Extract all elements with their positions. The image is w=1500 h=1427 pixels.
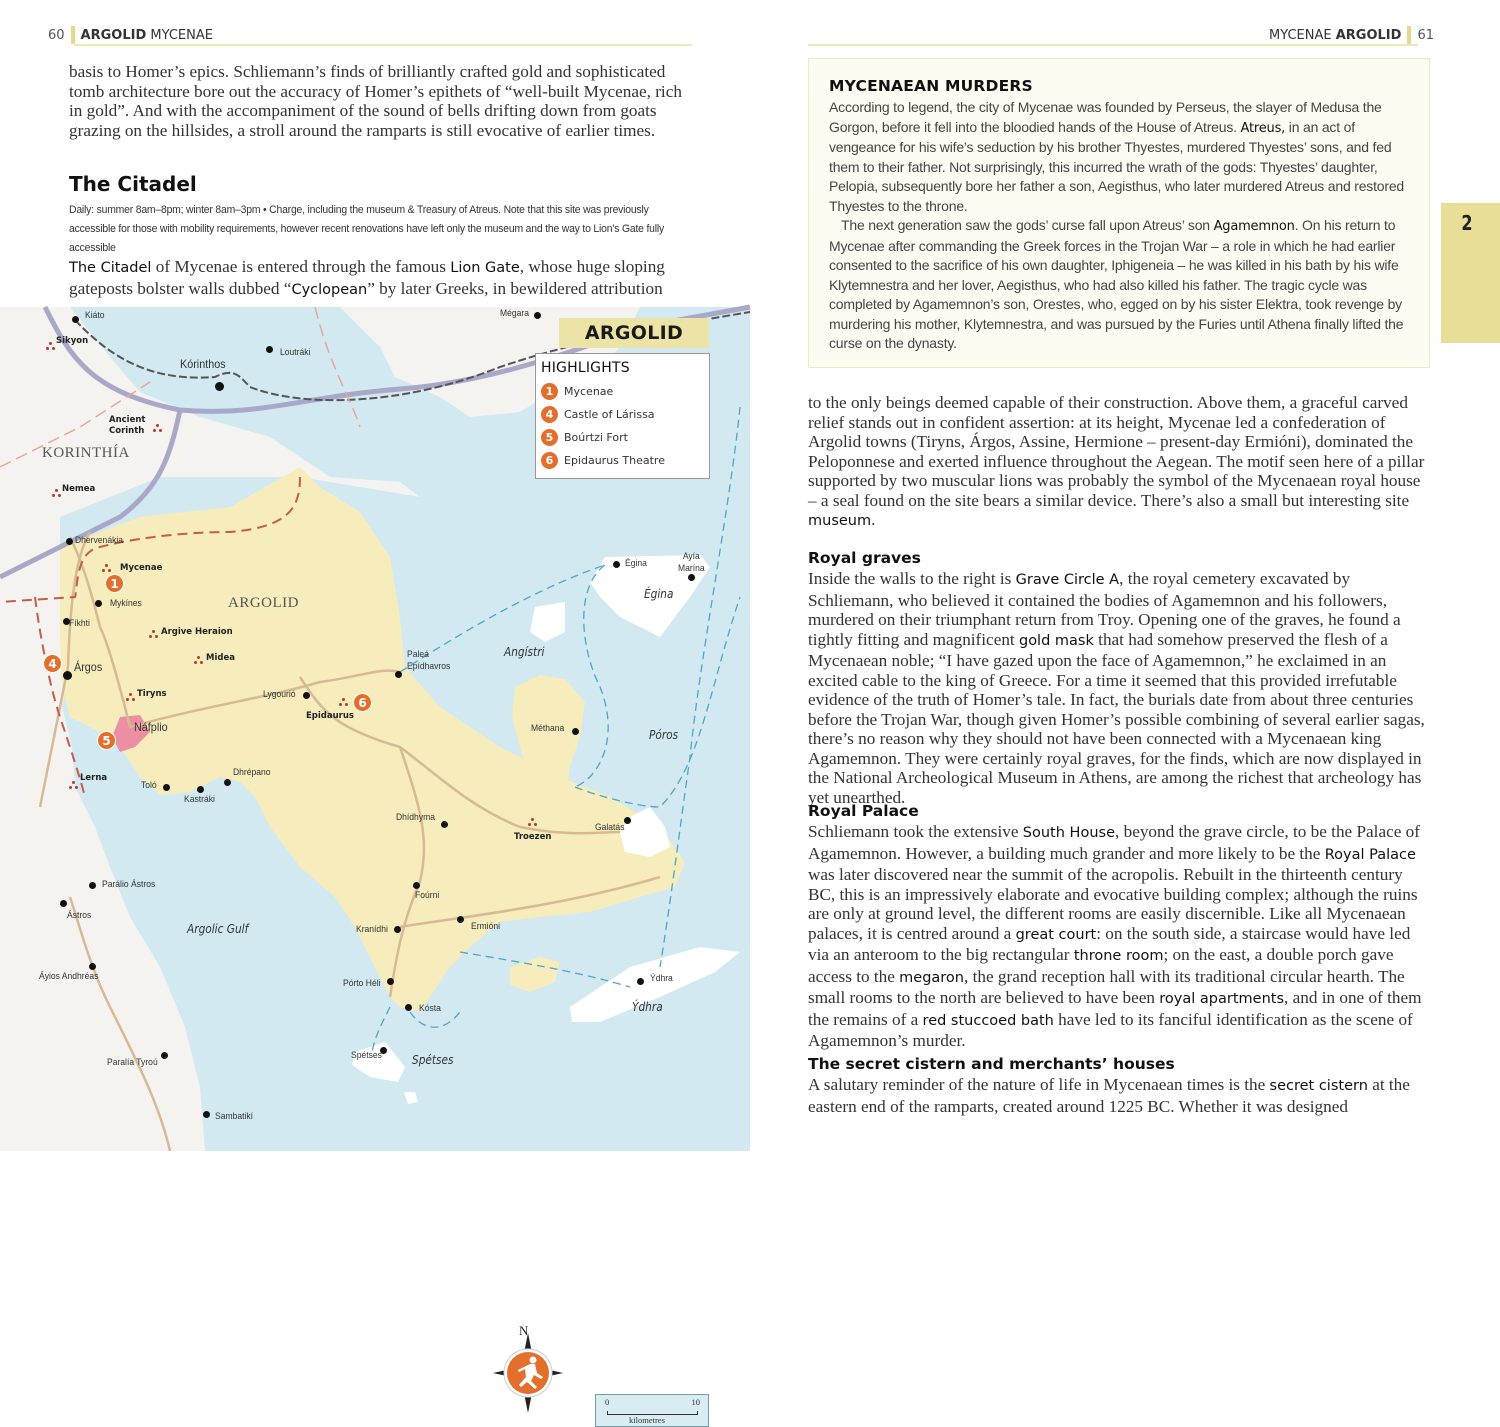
town-marker xyxy=(89,963,96,970)
text-run: in an act of vengeance for his wife’s seduction by his brother Thyestes, murdered Thyestes’ sons, and fed them to their father. Not surprisingly, this incurred the wrath of the gods: Thyestes’ daughter, Pelopia, subsequently bore her father a son, Aegisthus, who later murdered Atreus and restored Thyestes to the throne. xyxy=(829,118,1405,214)
town-marker xyxy=(203,1111,210,1118)
highlight-item xyxy=(541,426,704,449)
text-run: A salutary reminder of the nature of life in Mycenaean times is the xyxy=(808,1075,1270,1094)
header-rule xyxy=(808,44,1418,46)
secret-cistern-heading: The secret cistern and merchants’ houses xyxy=(808,1055,1175,1073)
map-title: ARGOLID xyxy=(559,318,709,348)
town-marker xyxy=(534,312,541,319)
town-label: Árgos xyxy=(74,660,103,674)
sea-label: Argolic Gulf xyxy=(187,922,249,936)
town-label: Parálio Ástros xyxy=(102,879,156,890)
town-label: Mykínes xyxy=(110,598,142,609)
highlight-number-badge: 4 xyxy=(541,406,558,423)
town-marker xyxy=(441,821,448,828)
town-label: Ayía Marína xyxy=(677,551,705,574)
town-label: Kranídhi xyxy=(356,924,388,935)
scale-max: 10 xyxy=(691,1397,700,1407)
text-run: , beyond the grave circle, to be the Palace of Agamemnon. However, a building much grander and more likely to be the xyxy=(808,822,1420,863)
keyword-citadel: The Citadel xyxy=(69,260,152,276)
highlight-label: Epidaurus Theatre xyxy=(564,454,665,467)
archaeological-site-icon xyxy=(52,489,61,497)
highlight-badge-bourtzi: 5 xyxy=(97,731,116,750)
sidebar-heading: MYCENAEAN MURDERS xyxy=(829,77,1033,95)
keyword-royal-apartments: royal apartments xyxy=(1159,991,1284,1007)
royal-graves-paragraph xyxy=(808,569,1433,807)
running-head-left xyxy=(48,24,213,46)
running-head-section: ARGOLID xyxy=(80,27,147,43)
town-label: Dhrépano xyxy=(233,767,271,778)
running-head-subsection: MYCENAE xyxy=(1269,27,1332,43)
highlight-label: Boúrtzi Fort xyxy=(564,431,628,444)
town-label: Foúrni xyxy=(415,890,440,901)
citadel-heading: The Citadel xyxy=(69,172,197,196)
compass-north-label: N xyxy=(519,1323,529,1338)
keyword-megaron: megaron xyxy=(899,969,964,986)
page-number: 61 xyxy=(1417,27,1434,43)
text-run: : on the south side, a staircase would have led via an anteroom to the big rectangular xyxy=(808,923,1411,964)
continuation-paragraph xyxy=(808,393,1433,532)
highlight-label: Castle of Lárissa xyxy=(564,408,655,421)
town-marker xyxy=(688,574,695,581)
text-run: have led to its fanciful identification as the scene of Agamemnon’s murder. xyxy=(808,1009,1413,1050)
highlight-item xyxy=(541,380,704,403)
sea-label: Póros xyxy=(649,728,679,742)
town-marker xyxy=(394,926,401,933)
town-label: Égina xyxy=(625,558,647,569)
town-marker xyxy=(624,817,631,824)
site-label: Argive Heraion xyxy=(161,627,233,637)
keyword-secret-cistern: secret cistern xyxy=(1269,1078,1368,1094)
town-marker xyxy=(197,786,204,793)
town-label: Paleá Epídhavros xyxy=(407,649,451,672)
archaeological-site-icon xyxy=(126,693,135,701)
site-label: Ancient Corinth xyxy=(109,415,146,436)
town-label: Áyios Andhréas xyxy=(39,971,99,982)
text-run: of Mycenae is entered through the famous xyxy=(151,257,451,276)
town-marker xyxy=(303,692,310,699)
keyword-gold-mask: gold mask xyxy=(1018,632,1094,649)
keyword-throne-room: throne room xyxy=(1073,948,1164,964)
highlight-number-badge: 1 xyxy=(541,383,558,400)
keyword-south-house: South House xyxy=(1022,825,1115,841)
running-head-right xyxy=(1269,24,1434,46)
site-label: Troezen xyxy=(514,832,552,842)
town-label: Galatás xyxy=(595,822,625,833)
running-head-marker xyxy=(1407,26,1411,44)
town-marker xyxy=(413,882,420,889)
site-label: Midea xyxy=(206,653,235,663)
page-number: 60 xyxy=(48,27,65,43)
keyword-great-court: great court xyxy=(1015,926,1097,943)
highlight-number-badge: 6 xyxy=(541,452,558,469)
town-marker xyxy=(387,978,394,985)
town-marker xyxy=(63,671,72,680)
archaeological-site-icon xyxy=(69,781,78,789)
town-marker xyxy=(266,346,273,353)
highlight-badge-mycenae: 1 xyxy=(105,574,124,593)
town-marker xyxy=(395,671,402,678)
scale-unit: kilometres xyxy=(629,1415,665,1425)
citadel-info: Daily: summer 8am–8pm; winter 8am–3pm • Charge, including the museum & Treasury of Atreus. Note that this site was previously accessible for those with mobility requirements, however recent renovations have left only the museum and the way to Lion’s Gate fully accessible xyxy=(69,204,665,254)
text-run: Inside the walls to the right is xyxy=(808,569,1016,588)
keyword-grave-circle-a: Grave Circle A xyxy=(1015,572,1120,588)
text-run: ; on the east, a double porch gave access to the xyxy=(808,945,1394,986)
text-run: , and in one of them the remains of a xyxy=(808,988,1422,1029)
town-marker xyxy=(457,916,464,923)
town-label: Méthana xyxy=(531,723,565,734)
town-marker xyxy=(95,600,102,607)
archaeological-site-icon xyxy=(102,564,111,572)
running-head-subsection: MYCENAE xyxy=(150,27,213,43)
town-marker xyxy=(161,1052,168,1059)
town-marker xyxy=(224,779,231,786)
keyword-cyclopean: Cyclopean xyxy=(291,281,368,298)
archaeological-site-icon xyxy=(339,698,348,706)
argolid-map xyxy=(0,307,750,1425)
town-marker xyxy=(163,784,170,791)
town-marker xyxy=(637,978,644,985)
town-marker xyxy=(613,561,620,568)
header-rule xyxy=(74,44,692,46)
town-marker xyxy=(66,538,73,545)
sidebar-paragraph xyxy=(829,98,1409,216)
text-run: ” by later Greeks, in bewildered attribution xyxy=(367,278,663,298)
text-run: Schliemann took the extensive xyxy=(808,822,1023,841)
town-label: Kórinthos xyxy=(180,357,226,371)
sea-label: Égina xyxy=(644,587,674,601)
site-label: Nemea xyxy=(62,484,96,494)
sidebar-mycenaean-murders xyxy=(808,58,1430,368)
region-label: ARGOLID xyxy=(228,595,299,611)
chapter-tab xyxy=(1441,203,1500,343)
town-label: Loutráki xyxy=(280,347,311,358)
text-run: . On his return to Mycenae after commanding the Greek forces in the Trojan War – a role in which he had earlier consented to the sacrifice of his own daughter, Iphigeneia – he was killed in his bath by his wife Klytemnestra and her lover, Aegisthus, who had also killed his father. The tragic cycle was completed by Agamemnon’s son, Orestes, who, egged on by his sister Elektra, took revenge by murdering his mother, Klytemnestra, and was pursued by the Furies until Athena finally lifted the curse on the dynasty. xyxy=(829,217,1404,351)
site-label: Mycenae xyxy=(120,563,163,573)
running-head-marker xyxy=(71,26,75,44)
text-run: at the eastern end of the ramparts, created around 1225 BC. Whether it was designed xyxy=(808,1075,1410,1116)
text-run: to the only beings deemed capable of their construction. Above them, a graceful carved relief stands out in confident assertion: at its height, Mycenae led a confederation of Argolid towns (Tiryns, Árgos, Assine, Hermione – present-day Ermióni), dominated the Peloponnese and exerted influence throughout the Aegean. The motif seen here of a pillar supported by two muscular lions was probably the symbol of the Mycenaean royal house – a seal found on the site bears a similar device. There’s also a small but interesting site xyxy=(808,393,1425,510)
text-run: was later discovered near the summit of the acropolis. Rebuilt in the thirteenth century BC, this is an impressively elaborate and evocative building complex; although the ruins are only at ground level, the different rooms are easily discernible. Like all Mycenaean palaces, it is centred around a xyxy=(808,865,1418,943)
town-label: Pórto Héli xyxy=(343,978,381,989)
town-label: Náfplio xyxy=(134,720,168,734)
archaeological-site-icon xyxy=(153,424,162,432)
sea-label: Spétses xyxy=(412,1053,454,1067)
town-marker xyxy=(215,382,224,391)
highlight-badge-larissa: 4 xyxy=(43,654,62,673)
royal-palace-heading: Royal Palace xyxy=(808,802,919,820)
citadel-paragraph xyxy=(69,257,684,300)
sea-label: Angístri xyxy=(504,645,545,659)
town-label: Dhídhyma xyxy=(396,812,435,823)
keyword-red-stuccoed-bath: red stuccoed bath xyxy=(922,1012,1054,1029)
town-marker xyxy=(405,1004,412,1011)
town-label: Paralía Tyroú xyxy=(107,1057,158,1068)
text-run: , whose huge sloping gateposts bolster walls dubbed “ xyxy=(69,257,665,298)
archaeological-site-icon xyxy=(149,630,158,638)
running-head-section: ARGOLID xyxy=(1335,27,1402,43)
text-run: . xyxy=(871,510,876,529)
highlight-number-badge: 5 xyxy=(541,429,558,446)
highlight-item xyxy=(541,449,704,472)
text-run: , the royal cemetery excavated by Schliemann, who believed it contained the bodies of Agamemnon and his followers, murdered on their triumphant return from Troy. Opening one of the graves, he found a tightly fitting and magnificent xyxy=(808,569,1401,649)
text-run: The next generation saw the gods’ curse fall upon Atreus’ son xyxy=(841,217,1214,233)
text-run: that had somehow preserved the flesh of a Mycenaean noble; “I have gazed upon the face of Agamemnon,” he exclaimed in an excited cable to the king of Greece. For a time it seemed that this provided irrefutable evidence of the truth of Homer’s tale. In fact, the burials date from about three centuries before the Trojan War, though given Homer’s possible combining of several earlier sagas, there’s no reason why they should not have been connected with a Mycenaean king Agamemnon. They were certainly royal graves, for the finds, which are now displayed in the National Archeological Museum in Athens, are among the richest that archeology has yet unearthed. xyxy=(808,629,1425,807)
highlight-label: Mycenae xyxy=(564,385,614,398)
region-label: KORINTHÍA xyxy=(42,445,130,461)
town-marker xyxy=(72,316,79,323)
town-label: Fíkhti xyxy=(69,618,90,629)
town-label: Kósta xyxy=(419,1003,441,1014)
keyword-museum: museum xyxy=(808,513,872,529)
site-label: Tiryns xyxy=(137,689,167,699)
archaeological-site-icon xyxy=(46,342,55,350)
sea-label: Ýdhra xyxy=(632,1000,663,1014)
keyword-agamemnon: Agamemnon xyxy=(1213,219,1295,234)
highlight-item xyxy=(541,403,704,426)
town-label: Kastráki xyxy=(184,794,215,805)
royal-palace-paragraph xyxy=(808,822,1433,1051)
archaeological-site-icon xyxy=(194,656,203,664)
town-marker xyxy=(572,728,579,735)
keyword-atreus: Atreus, xyxy=(1240,120,1286,136)
text-run: According to legend, the city of Mycenae was founded by Perseus, the slayer of Medusa the Gorgon, before it fell into the bloodied hands of the House of Atreus. xyxy=(829,99,1382,135)
archaeological-site-icon xyxy=(528,818,537,826)
keyword-lion-gate: Lion Gate xyxy=(450,260,520,276)
text-run: , the grand reception hall with its traditional circular hearth. The small rooms to the north are believed to have been xyxy=(808,966,1405,1007)
town-label: Ástros xyxy=(67,910,92,921)
town-label: Toló xyxy=(141,780,157,791)
town-label: Spétses xyxy=(351,1050,382,1061)
highlights-legend xyxy=(535,353,710,479)
sidebar-paragraph xyxy=(829,216,1409,354)
town-marker xyxy=(89,882,96,889)
highlights-heading: HIGHLIGHTS xyxy=(541,360,630,376)
royal-graves-heading: Royal graves xyxy=(808,549,921,567)
highlight-badge-epidaurus: 6 xyxy=(353,693,372,712)
town-marker xyxy=(60,900,67,907)
town-label: Ermióni xyxy=(471,921,500,932)
chapter-number: 2 xyxy=(1461,211,1473,235)
intro-paragraph: basis to Homer’s epics. Schliemann’s finds of brilliantly crafted gold and sophisticated tomb architecture bore out the accuracy of Homer’s epithets of “well-built Mycenae, rich in gold”. And with the accompaniment of the sound of bells drifting down from goats grazing on the hillsides, a stroll around the ramparts is still evocative of earlier times. xyxy=(69,62,682,140)
town-label: Kiáto xyxy=(85,310,105,321)
town-label: Dhervenákia xyxy=(75,535,124,546)
scale-bar xyxy=(595,1394,709,1427)
site-label: Sikyon xyxy=(56,336,89,346)
secret-cistern-paragraph xyxy=(808,1075,1433,1116)
town-label: Lygourió xyxy=(263,689,296,700)
town-label: Sambatikí xyxy=(215,1111,254,1122)
site-label: Lerna xyxy=(80,773,108,783)
compass-icon xyxy=(493,1333,563,1423)
site-label: Epidaurus xyxy=(306,711,354,721)
scale-min: 0 xyxy=(605,1397,610,1407)
keyword-royal-palace: Royal Palace xyxy=(1324,846,1416,863)
town-label: Ýdhra xyxy=(650,973,673,984)
town-label: Mégara xyxy=(500,308,529,319)
